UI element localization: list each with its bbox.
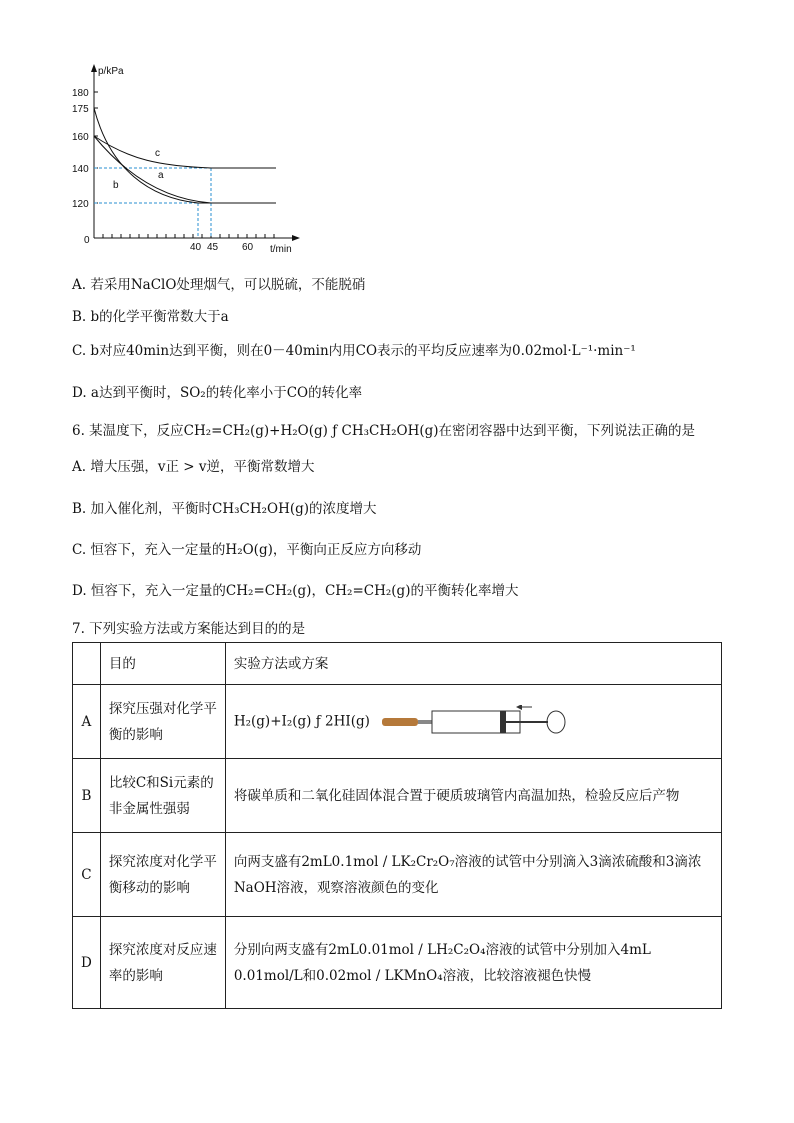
q6-stem: 6. 某温度下，反应CH₂=CH₂(g)+H₂O(g) ƒ CH₃CH₂OH(g)在密闭容器中达到平衡，下列说法正确的是 [72,423,696,439]
q5-option-a[interactable]: A. 若采用NaClO处理烟气，可以脱硫，不能脱硝 [72,277,366,293]
row-label: D [73,917,101,1009]
series-label-c: c [155,148,160,159]
syringe-icon [380,705,570,739]
table-header-row [73,643,722,685]
q6-option-c[interactable]: C. 恒容下，充入一定量的H₂O(g)，平衡向正反应方向移动 [72,542,422,558]
row-method: 将碳单质和二氧化硅固体混合置于硬质玻璃管内高温加热，检验反应后产物 [225,759,721,833]
q5-option-d[interactable]: D. a达到平衡时，SO₂的转化率小于CO的转化率 [72,385,363,401]
ytick-140: 140 [72,164,89,175]
curve-b [94,108,276,203]
row-method: 向两支盛有2mL0.1mol / LK₂Cr₂O₇溶液的试管中分别滴入3滴浓硫酸和3滴浓NaOH溶液，观察溶液颜色的变化 [225,833,721,917]
q5-option-c[interactable]: C. b对应40min达到平衡，则在0－40min内用CO表示的平均反应速率为0.02mol·L⁻¹·min⁻¹ [72,343,636,359]
q7-table [72,642,722,1009]
ytick-180: 180 [72,88,89,99]
table-row [73,833,722,917]
ytick-120: 120 [72,199,89,210]
row-goal: 探究浓度对化学平衡移动的影响 [100,833,225,917]
row-label: A [73,685,101,759]
reaction-equation: H₂(g)+I₂(g) ƒ 2HI(g) [233,713,370,729]
curve-c [94,136,276,168]
table-row [73,759,722,833]
x-axis-label: t/min [270,244,292,255]
ytick-0: 0 [84,235,90,246]
q6-option-b[interactable]: B. 加入催化剂，平衡时CH₃CH₂OH(g)的浓度增大 [72,501,377,517]
pressure-time-chart [70,60,310,260]
ytick-160: 160 [72,132,89,143]
header-label-cell [73,643,101,685]
xtick-60: 60 [242,242,254,253]
curve-a [94,136,276,203]
q6-option-d[interactable]: D. 恒容下，充入一定量的CH₂=CH₂(g)，CH₂=CH₂(g)的平衡转化率增大 [72,583,519,599]
row-goal: 探究浓度对反应速率的影响 [100,917,225,1009]
series-label-a: a [158,170,164,181]
series-label-b: b [113,180,119,191]
header-method: 实验方法或方案 [225,643,721,685]
row-goal: 比较C和Si元素的非金属性强弱 [100,759,225,833]
ytick-175: 175 [72,104,89,115]
table-row [73,917,722,1009]
header-goal: 目的 [100,643,225,685]
row-label: C [73,833,101,917]
q7-stem: 7. 下列实验方法或方案能达到目的的是 [72,621,306,637]
table-row [73,685,722,759]
xtick-40: 40 [190,242,202,253]
q6-option-a[interactable]: A. 增大压强，v正 > v逆，平衡常数增大 [72,459,315,475]
y-axis-label: p/kPa [98,66,124,77]
row-goal: 探究压强对化学平衡的影响 [100,685,225,759]
row-method-a [225,685,721,759]
row-label: B [73,759,101,833]
row-method: 分别向两支盛有2mL0.01mol / LH₂C₂O₄溶液的试管中分别加入4mL 0.01mol/L和0.02mol / LKMnO₄溶液，比较溶液褪色快慢 [225,917,721,1009]
xtick-45: 45 [207,242,219,253]
q5-option-b[interactable]: B. b的化学平衡常数大于a [72,309,229,325]
